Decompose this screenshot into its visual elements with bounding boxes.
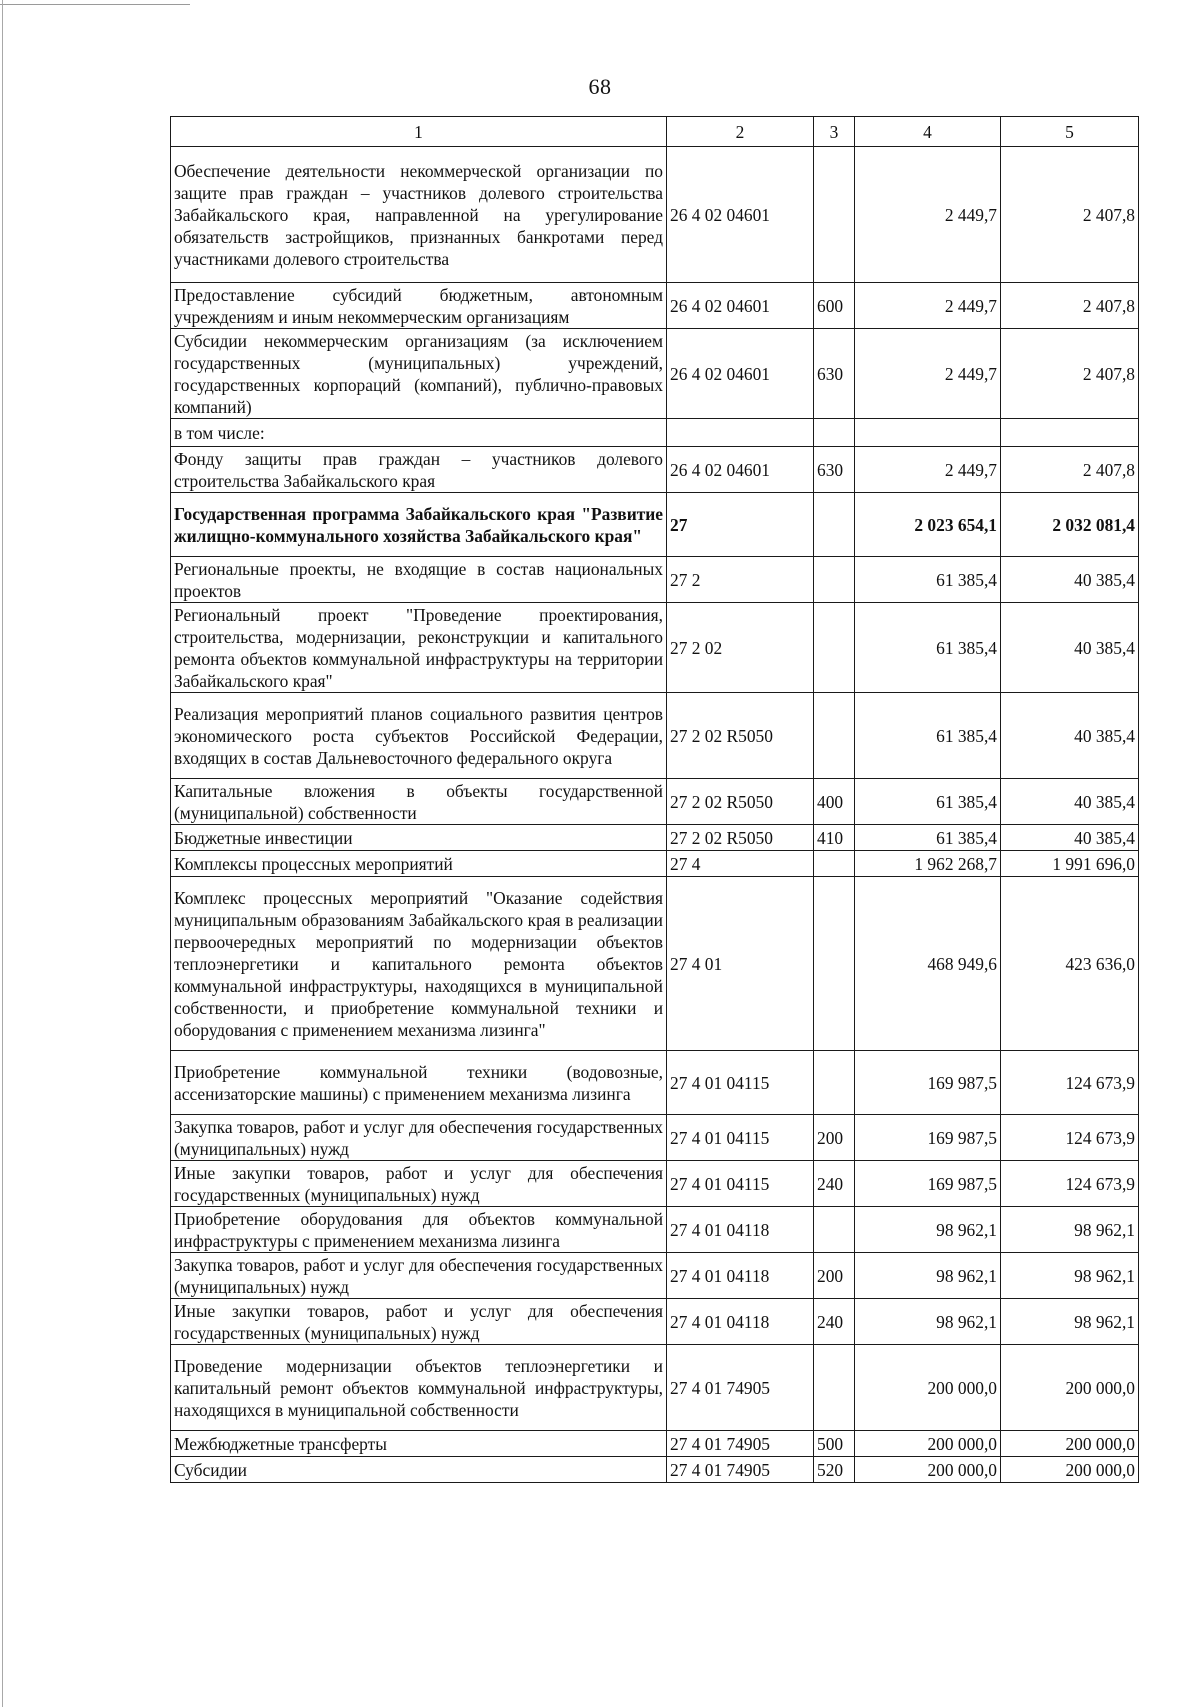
row-code-cell: 27 2: [667, 557, 814, 603]
table-row: [171, 1207, 1139, 1253]
header-col-5: 5: [1001, 117, 1139, 147]
row-name-cell: Обеспечение деятельности некоммерческой организации по защите прав граждан – участников долевого строительства Забайкальского края, направленной на урегулирование обязательств застройщиков, признанных банкротами перед участниками долевого строительства: [171, 147, 667, 283]
scan-edge-left: [2, 0, 3, 1707]
row-amount-year2-cell: 124 673,9: [1001, 1115, 1139, 1161]
row-code-cell: 26 4 02 04601: [667, 147, 814, 283]
row-amount-year1-cell: 200 000,0: [855, 1345, 1001, 1431]
row-amount-year2-cell: 40 385,4: [1001, 825, 1139, 851]
row-name-cell: Фонду защиты прав граждан – участников долевого строительства Забайкальского края: [171, 447, 667, 493]
row-amount-year1-cell: 2 449,7: [855, 283, 1001, 329]
row-code-cell: 27 4 01 74905: [667, 1431, 814, 1457]
row-amount-year2-cell: 40 385,4: [1001, 779, 1139, 825]
budget-table-body: [171, 117, 1139, 1483]
row-name-cell: Комплекс процессных мероприятий "Оказание содействия муниципальным образованиям Забайкальского края в реализации первоочередных мероприятий по модернизации объектов теплоэнергетики и капитального ремонта объектов коммунальной инфраструктуры, находящихся в муниципальной собственности, и приобретение коммунальной техники и оборудования с применением механизма лизинга": [171, 877, 667, 1051]
table-row: [171, 779, 1139, 825]
row-expense-type-cell: [814, 147, 855, 283]
row-amount-year2-cell: 2 407,8: [1001, 329, 1139, 419]
row-amount-year2-cell: 2 407,8: [1001, 283, 1139, 329]
row-name-cell: Государственная программа Забайкальского края "Развитие жилищно-коммунального хозяйства Забайкальского края": [171, 493, 667, 557]
row-code-cell: 27 4 01 04118: [667, 1299, 814, 1345]
row-expense-type-cell: [814, 419, 855, 447]
row-expense-type-cell: [814, 557, 855, 603]
row-amount-year1-cell: 468 949,6: [855, 877, 1001, 1051]
row-amount-year1-cell: 2 023 654,1: [855, 493, 1001, 557]
table-row: [171, 329, 1139, 419]
row-expense-type-cell: [814, 851, 855, 877]
row-amount-year2-cell: 200 000,0: [1001, 1457, 1139, 1483]
row-amount-year2-cell: 98 962,1: [1001, 1253, 1139, 1299]
page-number: 68: [588, 74, 612, 99]
row-name-cell: Региональные проекты, не входящие в состав национальных проектов: [171, 557, 667, 603]
row-expense-type-cell: 630: [814, 329, 855, 419]
row-amount-year2-cell: [1001, 419, 1139, 447]
table-row: [171, 825, 1139, 851]
row-code-cell: 27 2 02 R5050: [667, 693, 814, 779]
row-expense-type-cell: 410: [814, 825, 855, 851]
row-name-cell: Бюджетные инвестиции: [171, 825, 667, 851]
row-code-cell: 27 4 01 74905: [667, 1345, 814, 1431]
row-name-cell: Иные закупки товаров, работ и услуг для обеспечения государственных (муниципальных) нужд: [171, 1299, 667, 1345]
row-amount-year2-cell: 200 000,0: [1001, 1431, 1139, 1457]
row-expense-type-cell: [814, 877, 855, 1051]
row-name-cell: Иные закупки товаров, работ и услуг для обеспечения государственных (муниципальных) нужд: [171, 1161, 667, 1207]
row-amount-year1-cell: 61 385,4: [855, 693, 1001, 779]
row-expense-type-cell: [814, 1051, 855, 1115]
row-amount-year1-cell: 169 987,5: [855, 1115, 1001, 1161]
table-row: [171, 1115, 1139, 1161]
row-name-cell: Межбюджетные трансферты: [171, 1431, 667, 1457]
row-amount-year1-cell: 61 385,4: [855, 557, 1001, 603]
row-code-cell: 27 4 01 74905: [667, 1457, 814, 1483]
row-amount-year2-cell: 2 407,8: [1001, 447, 1139, 493]
row-amount-year1-cell: 200 000,0: [855, 1457, 1001, 1483]
row-amount-year2-cell: 40 385,4: [1001, 693, 1139, 779]
row-name-cell: Комплексы процессных мероприятий: [171, 851, 667, 877]
row-name-cell: Региональный проект "Проведение проектирования, строительства, модернизации, реконструкции и капитального ремонта объектов коммунальной инфраструктуры на территории Забайкальского края": [171, 603, 667, 693]
row-amount-year1-cell: 2 449,7: [855, 329, 1001, 419]
table-row: [171, 1431, 1139, 1457]
row-amount-year2-cell: 423 636,0: [1001, 877, 1139, 1051]
table-row: [171, 1299, 1139, 1345]
row-code-cell: 27: [667, 493, 814, 557]
row-amount-year2-cell: 2 032 081,4: [1001, 493, 1139, 557]
table-row: [171, 1253, 1139, 1299]
row-amount-year1-cell: 98 962,1: [855, 1253, 1001, 1299]
table-row: [171, 493, 1139, 557]
row-code-cell: 27 4 01 04115: [667, 1115, 814, 1161]
row-name-cell: Приобретение оборудования для объектов коммунальной инфраструктуры с применением механизма лизинга: [171, 1207, 667, 1253]
scan-edge-top: [0, 4, 190, 5]
row-amount-year1-cell: 61 385,4: [855, 779, 1001, 825]
row-name-cell: Проведение модернизации объектов теплоэнергетики и капитальный ремонт объектов коммунальной инфраструктуры, находящихся в муниципальной собственности: [171, 1345, 667, 1431]
header-col-1: 1: [171, 117, 667, 147]
row-code-cell: 27 2 02: [667, 603, 814, 693]
table-row: [171, 1457, 1139, 1483]
row-expense-type-cell: [814, 693, 855, 779]
row-name-cell: Субсидии некоммерческим организациям (за исключением государственных (муниципальных) учреждений, государственных корпораций (компаний), публично-правовых компаний): [171, 329, 667, 419]
table-row: [171, 447, 1139, 493]
row-amount-year1-cell: 169 987,5: [855, 1051, 1001, 1115]
row-amount-year2-cell: 124 673,9: [1001, 1051, 1139, 1115]
row-amount-year1-cell: 98 962,1: [855, 1207, 1001, 1253]
table-row: [171, 603, 1139, 693]
table-row: [171, 851, 1139, 877]
row-amount-year1-cell: 1 962 268,7: [855, 851, 1001, 877]
budget-table: [170, 116, 1139, 1483]
row-amount-year1-cell: [855, 419, 1001, 447]
table-row: [171, 419, 1139, 447]
row-code-cell: 27 4 01 04118: [667, 1253, 814, 1299]
row-amount-year2-cell: 98 962,1: [1001, 1207, 1139, 1253]
row-amount-year2-cell: 40 385,4: [1001, 603, 1139, 693]
row-amount-year1-cell: 2 449,7: [855, 147, 1001, 283]
table-row: [171, 283, 1139, 329]
row-amount-year1-cell: 98 962,1: [855, 1299, 1001, 1345]
row-expense-type-cell: [814, 1345, 855, 1431]
row-amount-year1-cell: 2 449,7: [855, 447, 1001, 493]
row-name-cell: Приобретение коммунальной техники (водовозные, ассенизаторские машины) с применением механизма лизинга: [171, 1051, 667, 1115]
header-col-2: 2: [667, 117, 814, 147]
table-row: [171, 1345, 1139, 1431]
table-row: [171, 693, 1139, 779]
row-amount-year1-cell: 61 385,4: [855, 603, 1001, 693]
row-amount-year2-cell: 98 962,1: [1001, 1299, 1139, 1345]
row-name-cell: Капитальные вложения в объекты государственной (муниципальной) собственности: [171, 779, 667, 825]
row-name-cell: в том числе:: [171, 419, 667, 447]
header-col-4: 4: [855, 117, 1001, 147]
row-code-cell: 27 2 02 R5050: [667, 825, 814, 851]
row-code-cell: 27 4 01: [667, 877, 814, 1051]
table-row: [171, 557, 1139, 603]
table-row: [171, 1161, 1139, 1207]
row-code-cell: 26 4 02 04601: [667, 447, 814, 493]
row-name-cell: Предоставление субсидий бюджетным, автономным учреждениям и иным некоммерческим организациям: [171, 283, 667, 329]
table-header-row: [171, 117, 1139, 147]
row-amount-year1-cell: 169 987,5: [855, 1161, 1001, 1207]
row-amount-year2-cell: 200 000,0: [1001, 1345, 1139, 1431]
row-code-cell: 27 4 01 04118: [667, 1207, 814, 1253]
row-expense-type-cell: 600: [814, 283, 855, 329]
row-expense-type-cell: 500: [814, 1431, 855, 1457]
row-expense-type-cell: [814, 1207, 855, 1253]
row-expense-type-cell: 630: [814, 447, 855, 493]
row-code-cell: 27 2 02 R5050: [667, 779, 814, 825]
row-code-cell: 26 4 02 04601: [667, 283, 814, 329]
row-name-cell: Реализация мероприятий планов социального развития центров экономического роста субъектов Российской Федерации, входящих в состав Дальневосточного федерального округа: [171, 693, 667, 779]
row-amount-year2-cell: 2 407,8: [1001, 147, 1139, 283]
table-row: [171, 877, 1139, 1051]
row-amount-year1-cell: 200 000,0: [855, 1431, 1001, 1457]
row-expense-type-cell: 400: [814, 779, 855, 825]
row-amount-year2-cell: 40 385,4: [1001, 557, 1139, 603]
row-amount-year2-cell: 1 991 696,0: [1001, 851, 1139, 877]
row-amount-year2-cell: 124 673,9: [1001, 1161, 1139, 1207]
row-name-cell: Закупка товаров, работ и услуг для обеспечения государственных (муниципальных) нужд: [171, 1115, 667, 1161]
row-expense-type-cell: 240: [814, 1161, 855, 1207]
row-name-cell: Закупка товаров, работ и услуг для обеспечения государственных (муниципальных) нужд: [171, 1253, 667, 1299]
table-row: [171, 147, 1139, 283]
row-code-cell: 27 4: [667, 851, 814, 877]
row-expense-type-cell: 200: [814, 1115, 855, 1161]
row-code-cell: [667, 419, 814, 447]
row-name-cell: Субсидии: [171, 1457, 667, 1483]
row-code-cell: 26 4 02 04601: [667, 329, 814, 419]
row-expense-type-cell: [814, 603, 855, 693]
row-expense-type-cell: 240: [814, 1299, 855, 1345]
header-col-3: 3: [814, 117, 855, 147]
row-expense-type-cell: [814, 493, 855, 557]
row-code-cell: 27 4 01 04115: [667, 1051, 814, 1115]
table-row: [171, 1051, 1139, 1115]
row-amount-year1-cell: 61 385,4: [855, 825, 1001, 851]
row-expense-type-cell: 520: [814, 1457, 855, 1483]
row-code-cell: 27 4 01 04115: [667, 1161, 814, 1207]
row-expense-type-cell: 200: [814, 1253, 855, 1299]
